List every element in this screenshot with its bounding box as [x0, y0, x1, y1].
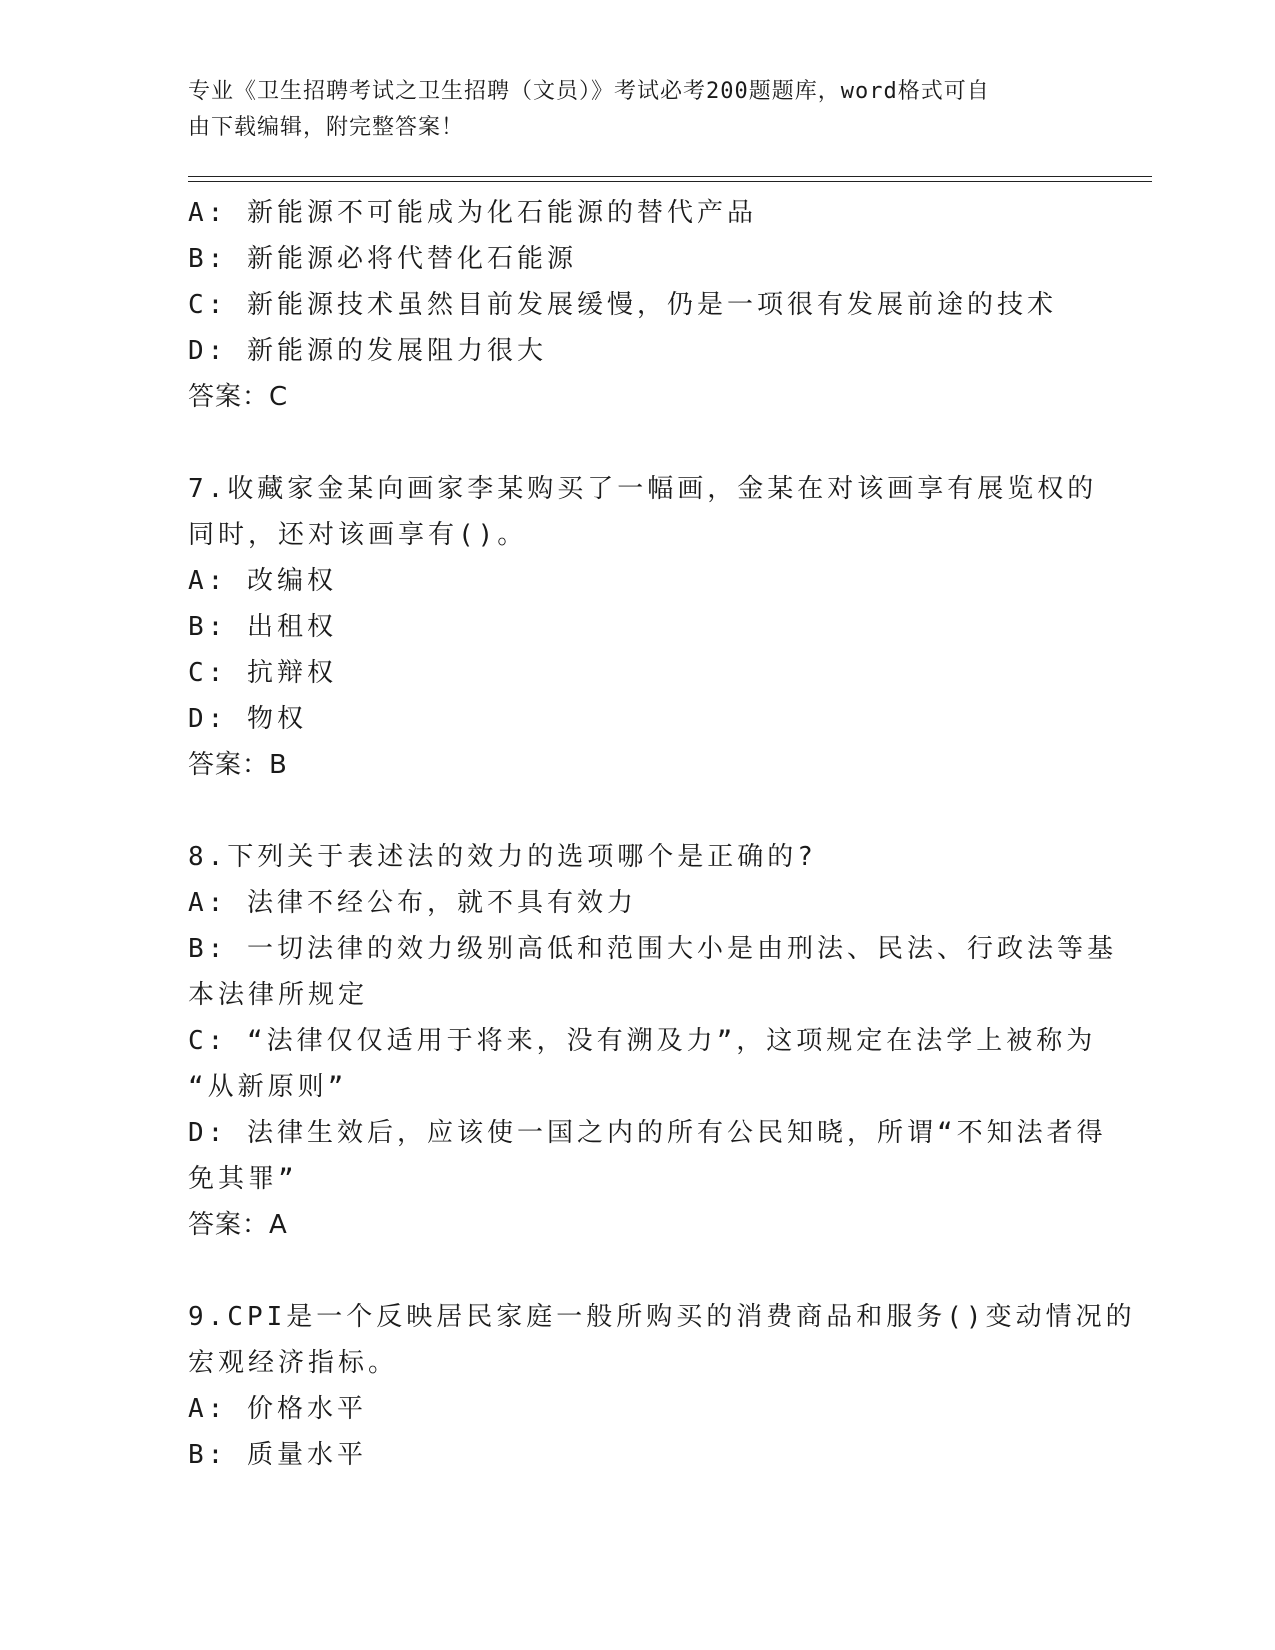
option-c: C: 抗辩权 [188, 658, 337, 688]
option-c-line-1: C: “法律仅仅适用于将来，没有溯及力”，这项规定在法学上被称为 [188, 1026, 1097, 1056]
option-d: D: 物权 [188, 704, 307, 734]
answer-line: 答案：A [188, 1210, 288, 1240]
option-b-line-1: B: 一切法律的效力级别高低和范围大小是由刑法、民法、行政法等基 [188, 934, 1117, 964]
question-6 [188, 190, 1088, 420]
question-8 [188, 834, 1117, 1248]
option-a: A: 价格水平 [188, 1394, 367, 1424]
option-c-line-2: “从新原则” [188, 1072, 348, 1102]
question-stem: 8.下列关于表述法的效力的选项哪个是正确的? [188, 842, 817, 872]
question-list [188, 190, 1136, 1478]
option-a: A: 改编权 [188, 566, 337, 596]
option-b: B: 出租权 [188, 612, 337, 642]
option-c: C: 新能源技术虽然目前发展缓慢，仍是一项很有发展前途的技术 [188, 290, 1057, 320]
question-stem-line-2: 同时，还对该画享有()。 [188, 520, 528, 550]
header-rule-top [188, 176, 1152, 177]
header-line-2: 由下载编辑，附完整答案！ [188, 115, 465, 140]
answer-line: 答案：C [188, 382, 289, 412]
option-b: B: 质量水平 [188, 1440, 367, 1470]
question-stem-line-2: 宏观经济指标。 [188, 1348, 399, 1378]
option-b: B: 新能源必将代替化石能源 [188, 244, 577, 274]
option-b-line-2: 本法律所规定 [188, 980, 369, 1010]
header-line-1: 专业《卫生招聘考试之卫生招聘（文员）》考试必考200题题库，word格式可自 [188, 79, 990, 104]
question-stem-line-1: 9.CPI是一个反映居民家庭一般所购买的消费商品和服务()变动情况的 [188, 1302, 1136, 1332]
option-d-line-1: D: 法律生效后，应该使一国之内的所有公民知晓，所谓“不知法者得 [188, 1118, 1107, 1148]
option-a: A: 新能源不可能成为化石能源的替代产品 [188, 198, 757, 228]
document-header [188, 74, 1088, 146]
question-stem-line-1: 7.收藏家金某向画家李某购买了一幅画，金某在对该画享有展览权的 [188, 474, 1098, 504]
option-d-line-2: 免其罪” [188, 1164, 298, 1194]
spacer [188, 788, 1088, 834]
header-rule-bottom [188, 181, 1152, 182]
answer-line: 答案：B [188, 750, 288, 780]
spacer [188, 1248, 1088, 1294]
option-a: A: 法律不经公布，就不具有效力 [188, 888, 637, 918]
option-d: D: 新能源的发展阻力很大 [188, 336, 547, 366]
spacer [188, 420, 1088, 466]
question-7 [188, 466, 1098, 788]
question-9 [188, 1294, 1136, 1478]
